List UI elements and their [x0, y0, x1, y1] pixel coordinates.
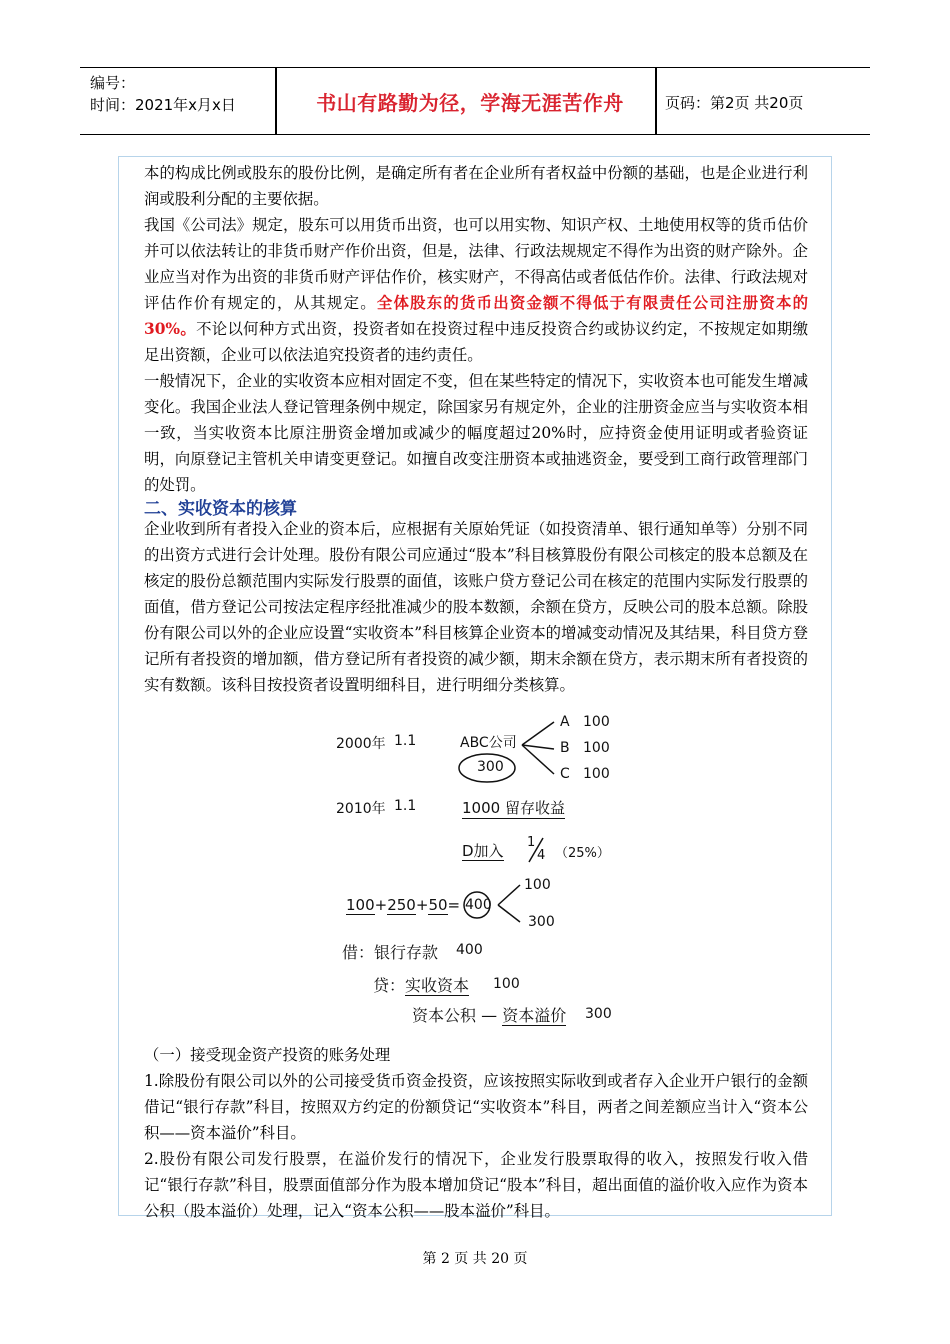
sum-total: 400 [465, 897, 492, 913]
credit-prefix: 贷： [373, 976, 406, 995]
credit-value: 100 [493, 976, 520, 992]
branch-label: B [560, 740, 570, 756]
retained-earnings-entry [462, 797, 565, 819]
investor-d: D加入 [462, 842, 504, 860]
sum-term: 250 [387, 896, 416, 914]
body-paragraphs [144, 160, 808, 498]
diagram-date: 1.1 [394, 733, 417, 749]
branch-value: 100 [583, 740, 610, 756]
diagram-company: ABC公司 [460, 735, 517, 751]
credit-entry [373, 973, 469, 996]
retained-label: 留存收益 [504, 799, 565, 817]
debit-entry: 借：银行存款 [342, 943, 439, 962]
branch-value: 100 [583, 714, 610, 730]
sum-equation: 100+250+50= [346, 896, 461, 914]
paragraph: 企业收到所有者投入企业的资本后，应根据有关原始凭证（如投资清单、银行通知单等）分别不同的出资方式进行会计处理。股份有限公司应通过“股本”科目核算股份有限公司核定的股本总额及在核定的股份总额范围内实际发行股票的面值，该账户贷方登记公司在核定的范围内实际发行股票的面值，借方登记公司按法定程序经批准减少的股本数额，余额在贷方，反映公司的股本总额。除股份有限公司以外的企业应设置“实收资本”科目核算企业资本的增减变动情况及其结果，科目贷方登记所有者投资的增加额，借方登记所有者投资的减少额，期末余额在贷方，表示期末所有者投资的实有数额。该科目按投资者设置明细科目，进行明细分类核算。 [144, 520, 808, 694]
date-label: 时间：2021年x月x日 [90, 96, 236, 114]
paragraph: 一般情况下，企业的实收资本应相对固定不变，但在某些特定的情况下，实收资本也可能发生增减变化。我国企业法人登记管理条例中规定，除国家另有规定外，企业的注册资金应当与实收资本相一致，当实收资本比原注册资金增加或减少的幅度超过20%时，应持资金使用证明或者验资证明，向原登记主管机关申请变更登记。如擅自改变注册资本或抽逃资金，要受到工商行政管理部门的处罚。 [144, 372, 808, 494]
paragraph: 2.股份有限公司发行股票，在溢价发行的情况下，企业发行股票取得的收入，按照发行收入借记“银行存款”科目，股票面值部分作为股本增加贷记“股本”科目，超出面值的溢价收入应作为资本公积（股本溢价）处理，记入“资本公积——股本溢价”科目。 [144, 1150, 808, 1220]
sum-term: 50 [428, 896, 448, 914]
diagram-capital: 300 [477, 759, 504, 775]
header-divider [655, 68, 657, 134]
credit-account: 实收资本 [405, 976, 470, 995]
diagram-year-2010: 2010年 [336, 801, 386, 817]
sum-term: 100 [346, 896, 375, 914]
page-header [80, 67, 870, 135]
diagram-year-2000: 2000年 [336, 736, 386, 752]
header-divider [275, 68, 277, 134]
join-label [462, 840, 504, 861]
paragraph-text: 我国《公司法》规定，股东可以用货币出资，也可以用实物、知识产权、土地使用权等的货币估价并可以依法转让的非货币财产作价出资，但是，法律、行政法规规定不得作为出资的财产除外。企业应当对作为出资的非货币财产评估作价，核实财产，不得高估或者低估作价。法律、行政法规对评估作价有规定的，从其规定。 [144, 216, 808, 312]
page-footer: 第 2 页 共 20 页 [422, 1251, 528, 1267]
reserve-account: 资本公积 [412, 1006, 477, 1025]
body-paragraphs [144, 516, 808, 698]
debit-value: 400 [456, 942, 483, 958]
body-paragraphs [144, 1042, 808, 1224]
fraction-percent: （25%） [555, 846, 610, 861]
reserve-dash: — [481, 1006, 498, 1025]
branch-label: C [560, 766, 570, 782]
branch-value: 300 [528, 914, 555, 930]
subsection-heading: （一）接受现金资产投资的账务处理 [144, 1046, 391, 1064]
fraction-numerator: 1 [527, 835, 536, 850]
branch-label: A [560, 714, 570, 730]
header-page-info: 页码：第2页 共20页 [665, 94, 804, 112]
diagram-date: 1.1 [394, 798, 417, 814]
paragraph: 1.除股份有限公司以外的公司接受货币资金投资，应该按照实际收到或者存入企业开户银行的金额借记“银行存款”科目，按照双方约定的份额贷记“实收资本”科目，两者之间差额应当计入“资本公积——资本溢价”科目。 [144, 1072, 808, 1142]
header-motto: 书山有路勤为径，学海无涯苦作舟 [316, 91, 624, 115]
branch-value: 100 [524, 877, 551, 893]
retained-number: 1000 [462, 799, 501, 817]
section-heading: 二、实收资本的核算 [144, 499, 297, 519]
reserve-entry [412, 1003, 566, 1026]
reserve-subaccount: 资本溢价 [502, 1006, 567, 1025]
paragraph [144, 212, 808, 368]
highlighted-text: 全体股东的货币出资金额不得低于有限责任公司注册资本的30%。 [144, 294, 808, 338]
paragraph-text: 不论以何种方式出资，投资者如在投资过程中违反投资合约或协议约定，不按规定如期缴足出资额，企业可以依法追究投资者的违约责任。 [144, 320, 808, 364]
branch-value: 100 [583, 766, 610, 782]
code-label: 编号： [90, 74, 136, 92]
fraction-denominator: 4 [537, 848, 546, 863]
header-meta [90, 72, 236, 116]
paragraph: 本的构成比例或股东的股份比例，是确定所有者在企业所有者权益中份额的基础，也是企业进行利润或股利分配的主要依据。 [144, 164, 808, 208]
reserve-value: 300 [585, 1006, 612, 1022]
